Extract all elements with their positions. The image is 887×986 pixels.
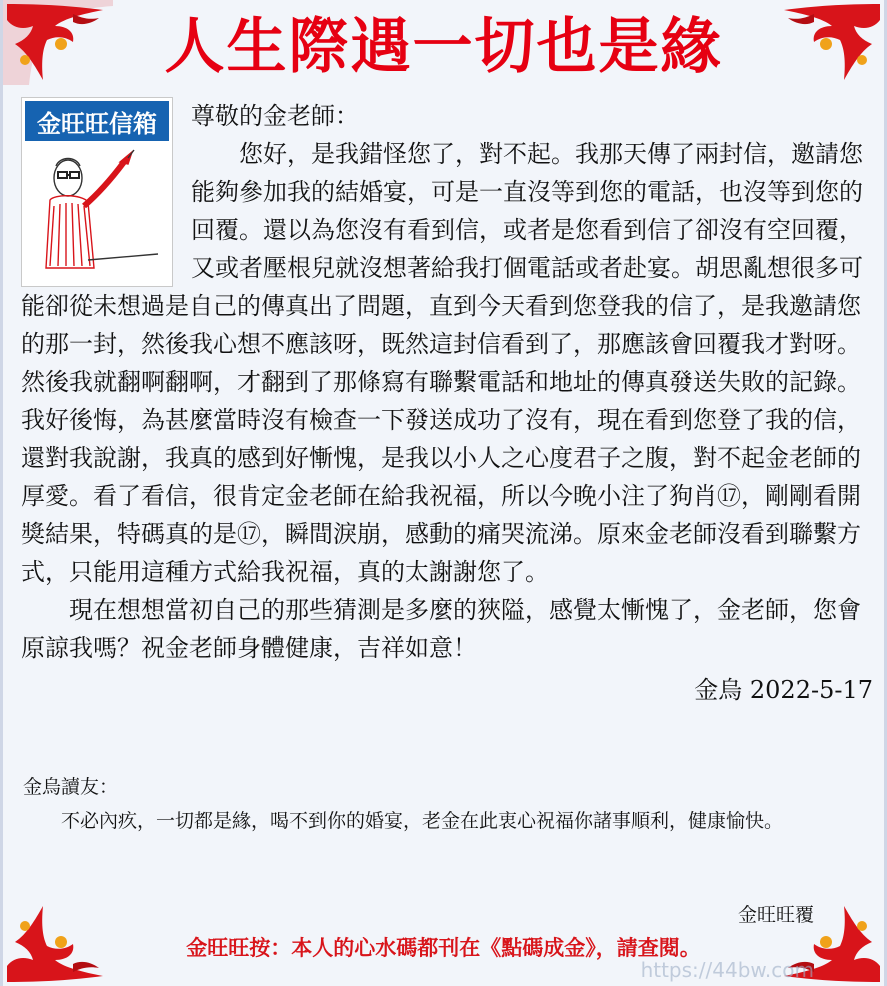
- mailbox-label: 金旺旺信箱: [22, 98, 172, 144]
- footer-note: 金旺旺按：本人的心水碼都刊在《點碼成金》，請查閱。: [186, 936, 701, 960]
- letter-salutation: 尊敬的金老師：: [191, 102, 359, 130]
- letter-body: [21, 97, 873, 709]
- corner-ornament-icon: [3, 0, 113, 85]
- mailbox-spacer: [21, 97, 191, 287]
- corner-ornament-icon: [774, 0, 884, 85]
- letter-paragraph: 現在想想當初自己的那些猜測是多麼的狹隘，感覺太慚愧了，金老師，您會原諒我嗎？祝金老師身體健康，吉祥如意！: [21, 596, 861, 662]
- letter-paragraph: 您好，是我錯怪您了，對不起。我那天傳了兩封信，邀請您能夠參加我的結婚宴，可是一直沒等到您的電話，也沒等到您的回覆。還以為您沒有看到信，或者是您看到信了卻沒有空回覆，又或者壓根兒就沒想著給我打個電話或者赴宴。胡思亂想很多可能卻從未想過是自己的傳真出了問題，直到今天看到您登我的信了，是我邀請您的那一封，然後我心想不應該呀，既然這封信看到了，那應該會回覆我才對呀。然後我就翻啊翻啊，才翻到了那條寫有聯繫電話和地址的傳真發送失敗的記錄。我好後悔，為甚麼當時沒有檢查一下發送成功了沒有，現在看到您登了我的信，還對我說謝，我真的感到好慚愧，是我以小人之心度君子之腹，對不起金老師的厚愛。看了看信，很肯定金老師在給我祝福，所以今晚小注了狗肖⑰，剛剛看開獎結果，特碼真的是⑰，瞬間淚崩，感動的痛哭流涕。原來金老師沒看到聯繫方式，只能用這種方式給我祝福，真的太謝謝您了。: [21, 140, 863, 586]
- letter-signature: 金烏 2022-5-17: [694, 676, 873, 704]
- reply-signature: 金旺旺覆: [737, 904, 814, 926]
- reply-body: 不必內疚，一切都是緣，喝不到你的婚宴，老金在此衷心祝福你諸事順利，健康愉快。: [61, 810, 784, 832]
- reply-section: [23, 770, 873, 838]
- reply-salutation: 金烏讀友：: [23, 776, 119, 798]
- page-title: 人生際遇一切也是緣: [164, 12, 723, 82]
- watermark: https://44bw.com: [640, 958, 814, 982]
- corner-ornament-icon: [3, 901, 113, 986]
